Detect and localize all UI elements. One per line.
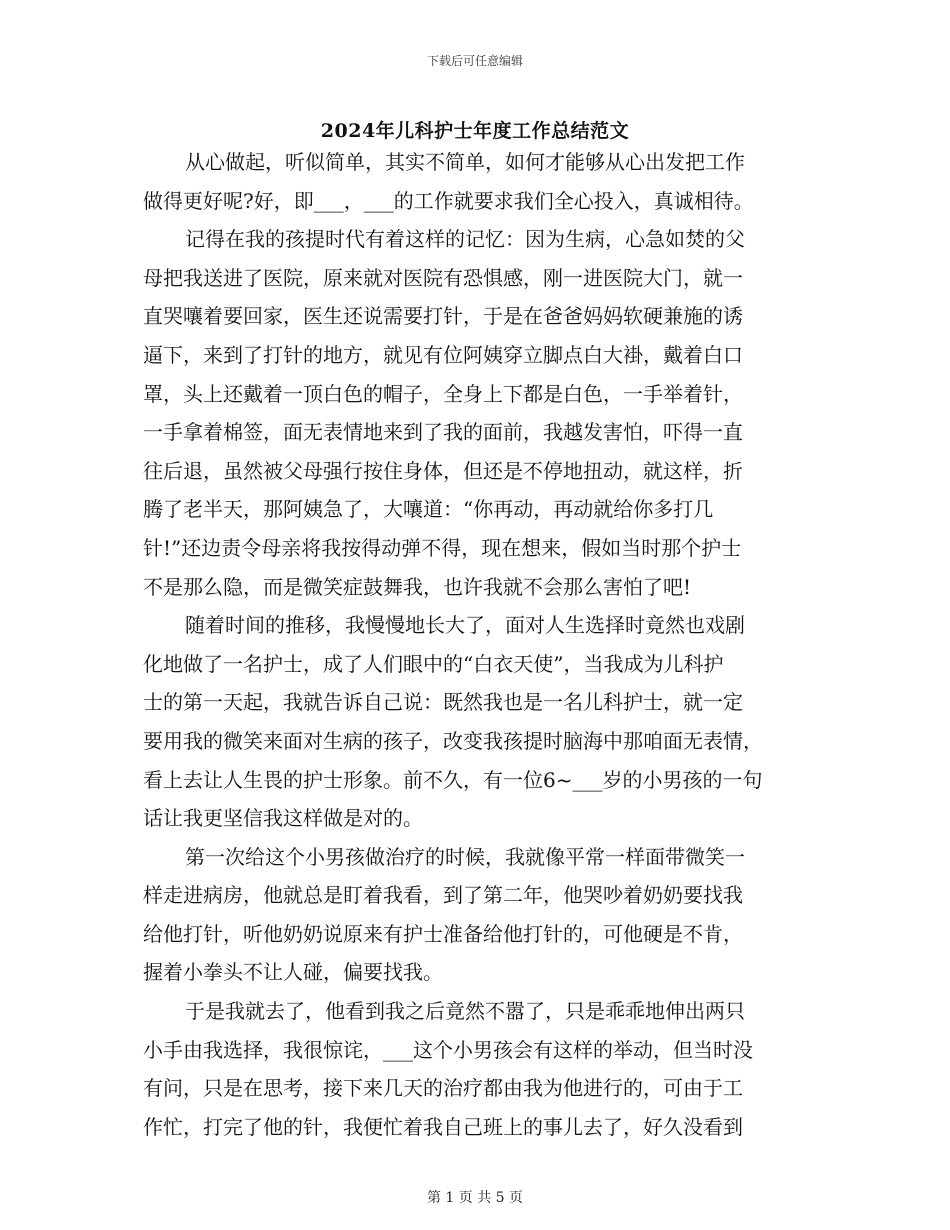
text-line: 于是我就去了，他看到我之后竟然不嚣了，只是乖乖地伸出两只 xyxy=(185,999,745,1024)
page-footer: 第 1 页 共 5 页 xyxy=(426,1190,524,1206)
text-line: 样走进病房，他就总是盯着我看，到了第二年，他哭吵着奶奶要找我 xyxy=(143,883,743,908)
text-line: 直哭嚷着要回家，医生还说需要打针，于是在爸爸妈妈软硬兼施的诱 xyxy=(143,304,743,329)
text-line: 化地做了一名护士，成了人们眼中的“白衣天使”，当我成为儿科护 xyxy=(143,651,724,676)
text-line: 看上去让人生畏的护士形象。前不久，有一位6~___岁的小男孩的一句 xyxy=(143,767,763,792)
text-line: 罩，头上还戴着一顶白色的帽子，全身上下都是白色，一手举着针， xyxy=(143,381,743,406)
text-line: 做得更好呢?好，即___，___的工作就要求我们全心投入，真诚相待。 xyxy=(143,188,754,213)
text-line: 话让我更坚信我这样做是对的。 xyxy=(143,806,423,831)
text-line: 母把我送进了医院，原来就对医院有恐惧感，刚一进医院大门，就一 xyxy=(143,265,743,290)
text-line: 从心做起，听似简单，其实不简单，如何才能够从心出发把工作 xyxy=(185,150,745,174)
text-line: 小手由我选择，我很惊诧，___这个小男孩会有这样的举动，但当时没 xyxy=(143,1037,753,1062)
text-line: 逼下，来到了打针的地方，就见有位阿姨穿立脚点白大褂，戴着白口 xyxy=(143,342,743,367)
text-line: 要用我的微笑来面对生病的孩子，改变我孩提时脑海中那咱面无表情， xyxy=(143,728,763,753)
page-header: 下载后可任意编辑 xyxy=(426,54,523,68)
text-line: 士的第一天起，我就告诉自己说：既然我也是一名儿科护士，就一定 xyxy=(143,690,743,715)
text-line: 记得在我的孩提时代有着这样的记忆：因为生病，心急如焚的父 xyxy=(185,227,745,252)
text-line: 针!”还边责令母亲将我按得动弹不得，现在想来，假如当时那个护士 xyxy=(143,535,742,560)
document-body xyxy=(143,143,813,1146)
text-line: 腾了老半天，那阿姨急了，大嚷道：“你再动，再动就给你多打几 xyxy=(143,497,714,522)
text-line: 往后退，虽然被父母强行按住身体，但还是不停地扭动，就这样，折 xyxy=(143,458,743,483)
document-title: 2024年儿科护士年度工作总结范文 xyxy=(320,120,630,142)
text-line: 第一次给这个小男孩做治疗的时候，我就像平常一样面带微笑一 xyxy=(185,844,745,869)
text-line: 给他打针，听他奶奶说原来有护士准备给他打针的，可他硬是不肯， xyxy=(143,921,743,946)
text-line: 作忙，打完了他的针，我便忙着我自己班上的事儿去了，好久没看到 xyxy=(143,1114,743,1139)
text-line: 握着小拳头不让人碰，偏要找我。 xyxy=(143,960,443,985)
text-line: 有问，只是在思考，接下来几天的治疗都由我为他进行的，可由于工 xyxy=(143,1076,743,1101)
text-line: 一手拿着棉签，面无表情地来到了我的面前，我越发害怕，吓得一直 xyxy=(143,420,743,445)
text-line: 不是那么隐，而是微笑症鼓舞我，也许我就不会那么害怕了吧! xyxy=(143,574,692,599)
text-line: 随着时间的推移，我慢慢地长大了，面对人生选择时竟然也戏剧 xyxy=(185,613,745,638)
